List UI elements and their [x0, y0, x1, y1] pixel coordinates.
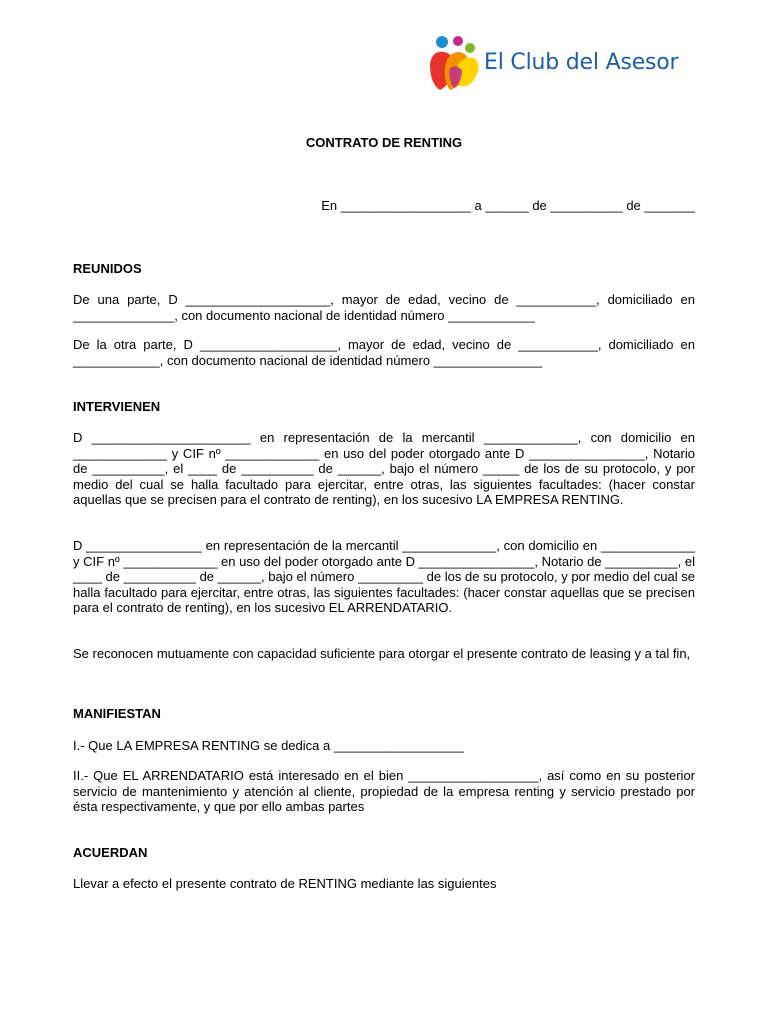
paragraph-first-party: De una parte, D ____________________, mayor de edad, vecino de ___________, domiciliado en ______________, con documento nacional de identidad número ____________ — [73, 292, 695, 323]
heading-manifiestan: MANIFIESTAN — [73, 706, 161, 721]
heading-reunidos: REUNIDOS — [73, 261, 142, 276]
document-title: CONTRATO DE RENTING — [305, 135, 463, 150]
heading-intervienen: INTERVIENEN — [73, 399, 161, 414]
brand-logo — [428, 34, 708, 92]
paragraph-manifiestan-2: II.- Que EL ARRENDATARIO está interesado en el bien __________________, así como en su posterior servicio de mantenimiento y atención al cliente, propiedad de la empresa renting y servicio prestado por ésta respectivamente, y que por ello ambas partes — [73, 768, 695, 814]
logo-text: El Club del Asesor — [484, 50, 679, 75]
paragraph-capacidad: Se reconocen mutuamente con capacidad suficiente para otorgar el presente contrato de leasing y a tal fin, — [73, 646, 691, 661]
date-place-line: En __________________ a ______ de __________ de _______ — [321, 198, 695, 213]
paragraph-arrendatario: D ________________ en representación de la mercantil _____________, con domicilio en _____________ y CIF nº _____________ en uso del poder otorgado ante D ________________, Notario de __________, el ____ de __________ de ______, bajo el número _________ de los de su protocolo, y por medio del cual se halla facultado para ejercitar, entre otras, las siguientes facultades: (hacer constar aquellas que se precisen para el contrato de renting), en los sucesivo EL ARRENDATARIO. — [73, 538, 695, 615]
paragraph-second-party: De la otra parte, D ___________________, mayor de edad, vecino de ___________, domiciliado en ____________, con documento nacional de identidad número _______________ — [73, 337, 695, 368]
paragraph-empresa-renting: D ______________________ en representación de la mercantil _____________, con domicilio en _____________ y CIF nº _____________ en uso del poder otorgado ante D ________________, Notario de __________, el ____ de __________ de ______, bajo el número _____ de los de su protocolo, y por medio del cual se halla facultado para ejercitar, entre otras, las siguientes facultades: (hacer constar aquellas que se precisen para el contrato de renting), en los sucesivo LA EMPRESA RENTING. — [73, 430, 695, 507]
paragraph-acuerdan: Llevar a efecto el presente contrato de RENTING mediante las siguientes — [73, 876, 497, 891]
heading-acuerdan: ACUERDAN — [73, 845, 148, 860]
club-people-icon — [428, 34, 482, 92]
paragraph-manifiestan-1: I.- Que LA EMPRESA RENTING se dedica a __________________ — [73, 738, 464, 753]
